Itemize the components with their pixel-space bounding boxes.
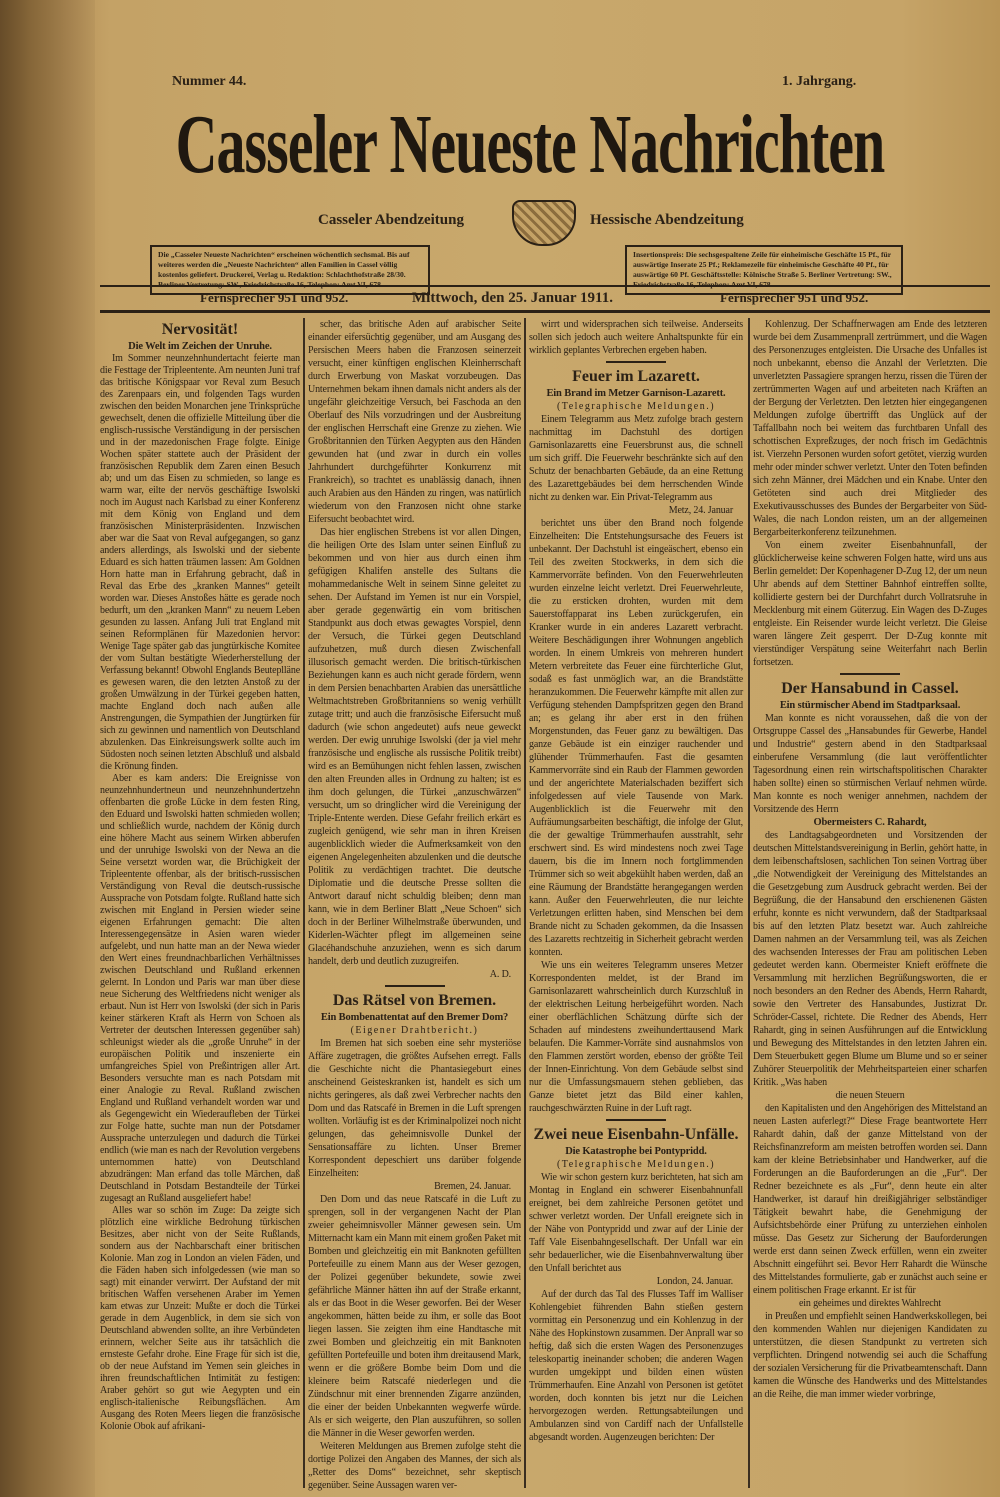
article-subtitle: Ein stürmischer Abend im Stadtparksaal. bbox=[779, 700, 961, 711]
speaker-name: Obermeisters C. Rahardt, bbox=[813, 817, 927, 828]
column-2 bbox=[308, 318, 521, 1492]
dateline-rule bbox=[100, 310, 990, 313]
article-subtitle: Die Welt im Zeichen der Unruhe. bbox=[128, 341, 272, 352]
paragraph: Aber es kam anders: Die Ereignisse von neunzehnhundertneun und neunzehnhundertzehn offenbarten die große Lücke in dem festen Ring, den Eduard und Iswolski hatten schmieden wollen; und schließlich wurde, nachdem der König durch eine höhere Macht aus seinem Wirken abberufen und der unruhige Iswolski von der Newa an die Seine versetzt worden war, die Brüchigkeit der Tripleentente offenbar, als der britisch-russischen Verständigung von Reval die deutsch-russische Aussprache von Potsdam folgte. Rußland hatte sich zwischen mit England in Persien wieder seine eigenen Erfahrungen gemacht: Die alten Interessengegensätze in Asien waren wieder aufgelebt, und nun hatte man an der Newa wieder den Wert eines freundnachbarlichen Verhältnisses zwischen Deutschland und Rußland erkennen gelernt. In London und Paris war man über diese neue Sicherung des Weltfriedens nicht weniger als erbaut. Nun ist Herr von Iswolski (der sich in Paris keiner stärkeren Kraft als Herrn von Schoen als Vertreter der deutschen Interessen gegenüber sah) schleunigst wieder als die „große Unruhe“ in der europäischen Politik und inszenierte ein umfangreiches Spiel von Preßintrigen aller Art. Besonders versuchte man es nach Potsdam mit einer Analogie zu Reval. Rußland zwischen England und Rußland verhandelt worden war und als Gegengewicht ein Wiederaufleben der Türkei zur Folge hatte, suchte man nun der Potsdamer Aussprache unterzulegen und dadurch die Türkei endlich (wie man es nach der Revolution vergebens unternommen hatte) von Deutschland abzudrängen: Man erfand das tolle Märchen, daß Deutschland in Potsdam Bestandteile der Türkei zugesagt an Rußland ausgeliefert habe! bbox=[100, 773, 300, 1204]
paragraph: den Kapitalisten und den Angehörigen des Mittelstand an neuen Lasten auferlegt?“ Diese Frage beantwortete Herr Rahardt dahin, daß der ganze Mittelstand von der Reichsfinanzreform am meisten betroffen worden sei. Dann kam der kleine Betriebsinhaber und Handwerker, auf die Forderungen an die Bauforderungen an die „Fur“. Der Redner bezeichnete es als „Fur“, denn heute ein alter Handwerker, ist darauf hin dreißigjähriger selbständiger Tätigkeit bewahrt habe, die Genehmigung der Aufsichtsbehörde einer Prüfung zu unterziehen einholen müsse. Das Gesetz zur Sicherung der Bauforderungen werde erst dann seinen Zweck erfüllen, wenn ein zweiter Abschnitt eingeführt sei. Bevor Herr Rahardt die Wünsche des Mittelstandes formulierte, gab er zunächst auch seine er einem politischen Frage erkannt. Er ist für bbox=[753, 1103, 987, 1296]
phone-right: Fernsprecher 951 und 952. bbox=[720, 290, 869, 305]
paragraph: Auf der durch das Tal des Flusses Taff im Walliser Kohlengebiet führenden Bahn stießen gestern vormittag ein Personenzug und ein Kohlenzug in der Nähe des Hopkinstown zusammen. Der Anprall war so heftig, daß sich die ersten Wagen des Personenzuges teleskopartig ineinander schoben; die anderen Wagen wurden umgekippt und bilden einen wüsten Trümmerhaufen. Eine Anzahl von Personen ist getötet worden, doch konnten bis jetzt nur die Leichen hervorgezogen werden. Rettungsabteilungen und Ambulanzen sind von Cardiff nach der Unfallstelle abgesandt worden. Augenzeugen berichten: Der bbox=[529, 1289, 743, 1443]
volume-year: 1. Jahrgang. bbox=[782, 74, 857, 89]
paragraph: des Landtagsabgeordneten und Vorsitzenden der deutschen Mittelstandsvereinigung in Berlin, gehört hatte, in dem leibenschaftslosen, sachlichen Ton seinen Vortrag über „die Notwendigkeit der Vereinigung des Mittelstandes an die Gesetzgebung zum Ausdruck gebracht werden. Bei der Begrüßung, die der Hansabund den erschienenen Gästen erfuhr, konnte es nicht verwundern, daß der Stadtparksaal bis auf den letzten Platz besetzt war. Auch zahlreiche Damen nahmen an der Versammlung teil, was als Zeichen des wachsenden Interesses der Frau am politischen Leben gedeutet werden kann. Obermeister Knieft eröffnete die Versammlung mit herzlichen Begrüßungsworten, die er noch besonders an den Redner des Abends, Herrn Rahardt, sowie den Vertreter des Hansabundes, Justizrat Dr. Schröder-Cassel, richtete. Die Redner des Abends, Herr Rahardt, ging in seinen Ausführungen auf die Entwicklung und Bewegung des Mittelstandes in den letzten Jahren ein. Dem Steuerbukett gegen Blume um Blume und so er seiner Zuhörer Steuerpolitik der Mehrheitsparteien einer scharfen Kritik. „Was haben bbox=[753, 830, 987, 1088]
phone-left: Fernsprecher 951 und 952. bbox=[200, 290, 349, 305]
source-tag: (Eigener Drahtbericht.) bbox=[350, 1025, 479, 1036]
column-4 bbox=[753, 318, 987, 1401]
paragraph: Alles war so schön im Zuge: Da zeigte sich plötzlich eine wirkliche Bedrohung türkischen Besitzes, aber nicht von der Seite Rußlands, sondern aus der Nachbarschaft einer britischen Kolonie. Man zog in London an vielen Fäden, und die Fäden haben sich infolgedessen (wie man so sagt) mit einander verwirrt. Der Aufstand der mit britischen Waffen versehenen Araber im Yemen kam etwas zur Unzeit: Mußte er doch die Türkei gerade in dem Augenblick, in dem sie sich von Deutschland abwenden sollte, an ihre Verbündeten erinnern, welcher Seite aus ihr tatsächlich die ernsteste Gefahr drohe. Eine Frage für sich ist die, ob der neue Aufstand im Yemen sein gleiches in ihren freundschaftlichen Intimität zu festigen: Araber gehört so gut wie Aegypten und ein englisch-italienische Reibungsflächen. Am Ausgang des Roten Meers liegen die französische Kolonie Obok auf afrikani- bbox=[100, 1205, 300, 1432]
paragraph: Im Sommer neunzehnhundertacht feierte man die Festtage der Tripleentente. Am neunten Juni traf das britische Königspaar vor Reval zum Besuch des Zarenpaars ein, und folgenden Tags wurden zwischen den beiden Monarchen jene Trinksprüche gewechselt, denen die offizielle Mitteilung über die englisch-russische Verständigung in der persischen und in der mazedonischen Frage folgte. Einige Wochen später stattete auch der Präsident der französischen Republik dem Zaren einen Besuch ab; und um das Eisen zu schmieden, so lange es warm war, eilte der nervös geschäftige Iswolski noch im August nach Karlsbad zu einer Konferenz mit dem König von England und dem französischen Ministerpräsidenten. Inzwischen aber war die Saat von Reval aufgegangen, so ganz anders allerdings, als Iswolski und der siebente Eduard es sich hatten träumen lassen: Am Goldnen Horn hatte man in Erfahrung gebracht, daß in Reval das Erbe des „kranken Mannes“ geteilt worden war. Dieses Anstoßes hätte es gerade noch bedurft, um den „kranken Mann“ zu neuem Leben gesunden zu lassen. Anfang Juli trat England mit seinen Reformplänen für Mazedonien hervor: Wenige Tage später gab das jungtürkische Komitee der vom Sultan bestätigte Wiederherstellung der Verfassung bekannt! Obwohl Englands Beuteplläne es gewesen waren, die den letzten Anstoß zu der großen Umwälzung in der Türkei gegeben hatten, machte England doch nach außen alle Anstrengungen, die Sympathien der Jungtürken für sich zu gewinnen und namentlich von Deutschland abzulenken. Das Einkreisungswerk sollte auch im Südosten noch seinen letzten Abschluß und alsbald die Krönung finden. bbox=[100, 353, 300, 772]
binding-edge bbox=[0, 0, 95, 1497]
issue-number: Nummer 44. bbox=[172, 74, 247, 89]
newspaper-title: Casseler Neueste Nachrichten bbox=[175, 96, 885, 191]
article-title: Zwei neue Eisenbahn-Unfälle. bbox=[533, 1126, 739, 1143]
paragraph: scher, das britische Aden auf arabischer Seite einander eifersüchtig gegenüber, und am Ausgang des Persischen Meers haben die Franzosen seinerzeit versucht, einer künftigen englischen Kleinherrschaft durch Erwerbung von Maskat vorzubeugen. Das Unternehmen bekam ihnen damals nicht anders als der ungefähr gleichzeitige Versuch, bei Faschoda an den Oberlauf des Nils vorzudringen und der Ausbreitung der englischen Herrschaft eine Grenze zu ziehen. Wie Großbritannien den Türken Aegypten aus den Händen gewunden hat (und zwar in durch ein volles Jahrhundert durchgeführter Konkurrenz mit Frankreich), so trachtet es unablässig danach, ihnen auch Arabien aus den Händen zu ringen, was natürlich wiederum von den Franzosen nicht ohne starke Eifersucht beobachtet wird. bbox=[308, 319, 521, 525]
column-divider bbox=[303, 318, 305, 1488]
publication-info-box: Die „Casseler Neueste Nachrichten“ erscheinen wöchentlich sechsmal. Bis auf weiteres werden die „Neueste Nachrichten“ allen Familien in Cassel völlig kostenlos geliefert. Druckerei, Verlag u. Redaktion: Schlachthofstraße 28/30. bbox=[150, 245, 430, 295]
paragraph: Das hier englischen Strebens ist vor allen Dingen, die heiligen Orte des Islam unter seinen Einfluß zu bekommen und von hier aus durch einen ihm gefügigen Khalifen anstelle des Sultans die mohammedanische Welt in seinem Sinne geleitet zu sehen. Der Aufstand im Yemen ist nur ein Vorspiel, aber gerade gegenwärtig ein vom britischen Standpunkt aus doch etwas gewagtes Vorspiel, denn der Versuch, die Türkei gegen Deutschland aufzuhetzen, muß durch diesen Zwischenfall illusorisch gemacht werden. Die britisch-türkischen Beziehungen kann es auch nicht gerade fördern, wenn in dem Persien benachbarten Arabien das unersättliche Weltmachtstreben Großbritanniens so wenig verhüllt zutage tritt; und auch die französische Eifersucht muß dadurch (wie schon angedeutet) aufs neue geweckt werden. Der ewig unruhige Iswolski (der ja viel mehr französische und englische als russische Politik treibt) wird es an Bemühungen nicht fehlen lassen, zwischen den alten Freunden alles in Ordnung zu halten; ist es ihm doch gelungen, die Türkei „anzuschwärzen“ versucht, um so dringlicher wird die Vereinigung der Triple-Entente werden. Diese Gefahr freilich erkärt es zugleich genügend, wie sehr man in ihren Kreisen augenblicklich wieder die Aufmerksamkeit von den eigenen Angelegenheiten abzulenken und die deutsche Politik zu verdächtigen trachtet. Die deutsche Diplomatie und die deutsche Presse sollten die Antwort darauf nicht schuldig bleiben; denn man kann, wie in dem Berliner Blatt „Neue Schoen“ sich doch in der Berliner Wilhelmstraße überwunden, und Kiderlen-Wächter pflegt im allgemeinen seine Glacéhandschuhe anzuziehen, wenn es sich darum handelt, derb und deutlich zuzugreifen. bbox=[308, 527, 521, 967]
separator bbox=[840, 673, 900, 675]
subtitle-left: Casseler Abendzeitung bbox=[318, 212, 464, 228]
article-title: Feuer im Lazarett. bbox=[572, 368, 700, 385]
dateline: London, 24. Januar. bbox=[656, 1276, 733, 1287]
paragraph: Kohlenzug. Der Schaffnerwagen am Ende des letzteren wurde bei dem Zusammenprall zertrümmert, und die Wagen des Personenzuges entgleisten. Die Ursache des Unfalles ist noch unbekannt, ebenso die Anzahl der Verletzten. Die unverletzten Passagiere sprangen herzu, rissen die Türen der zertrümmerten Wagen auf und arbeiteten nach Kräften an der Bergung der Verletzten. Den letzten hier eingegangenen Meldungen zufolge übertrifft das Unglück auf der Taffallbahn noch bei weitem das furchtbaren Unfall des schottischen Expreßzuges, der noch frisch im Gedächtnis ist. Vierzehn Personen wurden sofort getötet, vierzig wurden mehr oder minder schwer verletzt. Unter den Toten befinden sich zehn Männer, drei Mädchen und ein Knabe. Unter den Getöteten sind auch drei Mitglieder des Exekutivausschusses des Bundes der Bergarbeiter von Süd-Wales, die nach London reisten, um an der allgemeinen Bergarbeiterkonferenz teilzunehmen. bbox=[753, 319, 987, 538]
coat-of-arms-icon bbox=[512, 200, 576, 246]
paragraph: Von einem zweiter Eisenbahnunfall, der glücklicherweise keine schweren Folgen hatte, wird uns aus Berlin gemeldet: Der Kopenhagener D-Zug 12, der um neun Uhr abends auf dem Stettiner Bahnhof eintreffen sollte, kollidierte gestern bei der Durchfahrt durch Vollratsruhe in Mecklenburg mit einem Güterzug. Ein Wagen des D-Zuges entgleiste. Ein Reisender wurde leicht verletzt. Die Gleise waren längere Zeit gesperrt. Der D-Zug konnte mit vierstündiger Verspätung seine Weiterfahrt nach Berlin fortsetzen. bbox=[753, 540, 987, 668]
paragraph: berichtet uns über den Brand noch folgende Einzelheiten: Die Entstehungsursache des Feuers ist unbekannt. Der Dachstuhl ist eingeäschert, ebenso ein Teil des zweiten Stockwerks, in dem sich die Kammervorräte befinden. Von den Feuerwehrleuten wurden einzelne leicht verletzt. Drei Feuerwehrleute, die zu ersticken drohten, wurden mit dem Sauerstoffapparat ins Leben zurückgerufen, ein Kranker wurde in ein anderes Lazarett verbracht. Weitere Beschädigungen ihrer Wohnungen angeblich worden. In einem Umkreis von mehreren hundert Metern verbreitete das Feuer eine fürchterliche Glut, sodaß es fast unmöglich war, an die Brandstätte heranzukommen. Die Feuerwehr kämpfte mit allen zur Verfügung stehenden Dampfspritzen gegen den Brand an; es gelang ihr aber erst in den frühen Morgenstunden, das Feuer ganz zu bewältigen. Das ganze Gebäude ist ein einziger rauchender und glühender Trümmerhaufen. Fast die gesamten Kammervorräte sind ein Raub der Flammen geworden und der angerichtete Materialschaden beziffert sich infolgedessen auf viele Tausende von Mark. Augenblicklich ist die Feuerwehr mit den Aufräumungsarbeiten beschäftigt, die infolge der Glut, die der gewaltige Trümmerhaufen ausstrahlt, sehr erschwert sind. Es wird mindestens noch zwei Tage dauern, bis die im Innern noch fortglimmenden Trümmer sich so weit abgekühlt haben werden, daß an eine Räumung der Brandstätte herangegangen werden kann. Außer den Feuerwehrleuten, die nur leichte Verletzungen erlitten haben, sind Menschen bei dem Brande nicht zu Schaden gekommen, da die Insassen des Lazaretts rechtzeitig in Sicherheit gebracht werden konnten. bbox=[529, 518, 743, 958]
top-rule bbox=[100, 285, 990, 287]
column-divider bbox=[748, 318, 750, 1488]
dateline: Metz, 24. Januar bbox=[668, 505, 733, 516]
article-subtitle: Die Katastrophe bei Pontypridd. bbox=[565, 1146, 707, 1157]
column-1 bbox=[100, 318, 300, 1433]
paragraph: Weiteren Meldungen aus Bremen zufolge steht die dortige Polizei den Angaben des Mannes, der sich als „Retter des Doms“ bezeichnet, sehr skeptisch gegenüber. Seine Aussagen waren ver- bbox=[308, 1441, 521, 1491]
article-title: Der Hansabund in Cassel. bbox=[781, 680, 959, 697]
paragraph: in Preußen und empfiehlt seinen Handwerkskollegen, bei den kommenden Wahlen nur diejenigen Kandidaten zu unterstützen, die diesen Standpunkt zu vertreten sich verpflichten. Dringend notwendig sei auch die Schaffung der sozialen Versicherung für die Privatbeamtenschaft. Dann kamen die Wünsche des Handwerks und des Mittelstandes an die Reihe, die man immer wieder vorbringe, bbox=[753, 1311, 987, 1400]
column-divider bbox=[524, 318, 526, 1488]
separator bbox=[606, 1119, 666, 1121]
paragraph: Im Bremen hat sich soeben eine sehr mysteriöse Affäre zugetragen, die größtes Aufsehen erregt. Falls die Geschichte nicht die Phantasiegeburt eines anscheinend Geisteskranken ist, handelt es sich um nichts geringeres, als daß zwei Verbrecher nachts den Dom und das Ratscafé in Bremen in die Luft sprengen wollten. Vorläufig ist es der Kriminalpolizei noch nicht gelungen, das geheimnisvolle Dunkel der Sensationsaffäre zu lichten. Unser Bremer Korrespondent depeschiert uns darüber folgende Einzelheiten: bbox=[308, 1038, 521, 1179]
advertising-rates-box: Insertionspreis: Die sechsgespaltene Zeile für einheimische Geschäfte 15 Pf., für auswärtige Inserate 25 Pf.; Reklamezeile für einheimische Geschäfte 40 Pf., für auswärtige 60 Pf. Geschäftsstelle: Kölnische Straße 5. Berliner Vertretung: SW., bbox=[625, 245, 903, 295]
separator bbox=[385, 985, 445, 987]
paragraph: Einem Telegramm aus Metz zufolge brach gestern nachmittag im Dachstuhl des dortigen Garnisonlazaretts eine Feuersbrunst aus, die schnell um sich griff. Die Feuerwehr beschränkte sich auf den Schutz der benachbarten Gebäude, da an eine Rettung des Lazarettgebäudes bei dem herrschenden Winde nicht zu denken war. Ein Privat-Telegramm aus bbox=[529, 414, 743, 503]
paragraph: Wie wir schon gestern kurz berichteten, hat sich am Montag in England ein schwerer Eisenbahnunfall ereignet, bei dem zahlreiche Personen getötet und schwer verletzt worden. Der Unfall ereignete sich in der Nähe von Pontypridd und zwar auf der Linie der Taff Vale Eisenbahngesellschaft. Der Unfall war ein sehr bedauerlicher, wie die Eisenbahnverwaltung über den Unfall berichtet aus bbox=[529, 1172, 743, 1274]
paragraph: wirrt und widersprachen sich teilweise. Anderseits sollen sich jedoch auch weitere Anhaltspunkte für ein wirklich geplantes Verbrechen ergeben haben. bbox=[529, 319, 743, 356]
separator bbox=[606, 361, 666, 363]
source-tag: (Telegraphische Meldungen.) bbox=[556, 1159, 716, 1170]
subheading: ein geheimes und direktes Wahlrecht bbox=[798, 1298, 942, 1309]
issue-date: Mittwoch, den 25. Januar 1911. bbox=[412, 290, 613, 306]
paragraph: Den Dom und das neue Ratscafé in die Luft zu sprengen, soll in der vergangenen Nacht der Plan zweier geheimnisvoller Männer gewesen sein. Um Mitternacht kam ein Mann mit einem großen Paket mit Bomben und gleichzeitig ein mit Banknoten gefüllten Portefeuille zu einem Mann aus der Weser gezogen, der Polizei gegenüber bekundete, sowie zwei gefährliche Männer hätten ihn auf der Straße erkannt, als er das Boot in die Weser geworfen. Bei der Weser angekommen, hätten beide zu ihm, er solle das Boot liegen lassen. Sie zeigten ihm eine Handtasche mit zwei Bomben und gleichzeitig ein mit Banknoten gefüllten Portefeuille und boten ihm dreitausend Mark, wenn er die größere Bombe beim Dom und die kleinere beim Ratscafé niederlegen und die Zündschnur mit einer brennenden Zigarre anzünden, die einer der beiden Unbekannten wegwerfe würde. Als er sich weigerte, den Plan auszuführen, so sollen die Männer in die Weser geworfen werden. bbox=[308, 1194, 521, 1439]
paragraph: Man konnte es nicht voraussehen, daß die von der Ortsgruppe Cassel des „Hansabundes für Gewerbe, Handel und Industrie“ gestern abend in den Stadtparksaal einberufene Versammlung (die laut veröffentlichter Tagesordnung einen rein wirtschaftspolitischen Charakter haben sollte) einen so stürmischen Verlauf nehmen würde. Man konnte es noch weniger annehmen, nachdem der Vorsitzende des Herrn bbox=[753, 713, 987, 815]
subtitle-right: Hessische Abendzeitung bbox=[590, 212, 744, 228]
article-subtitle: Ein Brand im Metzer Garnison-Lazarett. bbox=[546, 388, 726, 399]
article-subtitle: Ein Bombenattentat auf den Bremer Dom? bbox=[320, 1012, 509, 1023]
paragraph: Wie uns ein weiteres Telegramm unseres Metzer Korrespondenten meldet, ist der Brand im Garnisonlazarett wahrscheinlich durch Kurzschluß in der elektrischen Leitung herbeigeführt worden. Nach einer oberflächlichen Schätzung dürfte sich der Schaden auf mindestens zweihunderttausend Mark belaufen. Die Kammer-Vorräte sind ausnahmslos von den Flammen zerstört worden, ebenso der größte Teil der Innen-Einrichtung. Von dem Gebäude selbst sind nur die Umfassungsmauern stehen geblieben, das Ganze bietet jetzt das Bild einer kahlen, rauchgeschwärzten Ruine in der Luft ragt. bbox=[529, 960, 743, 1114]
article-title: Nervosität! bbox=[161, 321, 239, 338]
dateline: Bremen, 24. Januar. bbox=[434, 1181, 511, 1192]
source-tag: (Telegraphische Meldungen.) bbox=[556, 401, 716, 412]
column-3 bbox=[529, 318, 743, 1444]
signature: A. D. bbox=[489, 969, 511, 980]
subheading: die neuen Steuern bbox=[835, 1090, 905, 1101]
article-title: Das Rätsel von Bremen. bbox=[332, 992, 497, 1009]
